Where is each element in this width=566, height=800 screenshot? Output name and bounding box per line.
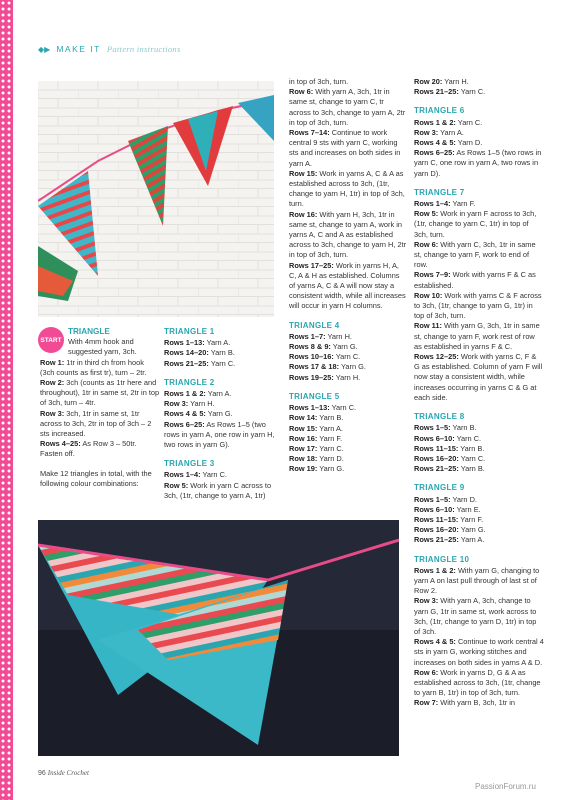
triangle-heading: TRIANGLE 6 xyxy=(414,106,465,116)
instruction-row xyxy=(289,352,407,362)
row-text: Yarn B. xyxy=(208,348,235,358)
instruction-row xyxy=(414,444,544,454)
row-text: Yarn A. xyxy=(317,423,343,433)
instruction-row xyxy=(164,359,282,369)
row-text: Yarn C. xyxy=(317,443,344,453)
row-label: Row 18: xyxy=(289,454,318,464)
row-label: Row 3: xyxy=(40,408,65,418)
row-label: Rows 16–20: xyxy=(414,525,459,535)
instruction-row xyxy=(414,240,544,271)
row-label: Rows 21–25: xyxy=(164,358,209,368)
instruction-row xyxy=(164,338,282,348)
row-text: Yarn G. xyxy=(339,362,366,372)
column-3 xyxy=(289,77,407,475)
triangle-heading: TRIANGLE 2 xyxy=(164,377,215,387)
row-text: Continue to work central 9 sts with yarn C, working sts and increases on both sides in yarn A. xyxy=(289,128,401,168)
triangle-heading: TRIANGLE 5 xyxy=(289,391,340,401)
row-label: Rows 12–25: xyxy=(414,352,459,362)
row-text: Yarn D. xyxy=(455,138,483,148)
watermark: PassionForum.ru xyxy=(475,782,536,791)
row-label: Rows 1–13: xyxy=(164,338,205,348)
row-text: Yarn D. xyxy=(317,454,344,464)
row-label: Row 3: xyxy=(414,596,439,606)
row-label: Rows 11–15: xyxy=(414,443,459,453)
instruction-row xyxy=(40,409,160,440)
intro-rows xyxy=(40,358,160,460)
instruction-row xyxy=(164,348,282,358)
row-text: Continue to work central 4 sts in yarn G, working stitches and increases on both sides in yarns A & D. xyxy=(414,637,544,667)
instruction-row xyxy=(289,424,407,434)
section-subtitle: Pattern instructions xyxy=(106,44,181,54)
row-label: Row 17: xyxy=(289,443,318,453)
row-text: Yarn G. xyxy=(205,409,233,419)
decorative-page-edge xyxy=(0,0,13,800)
row-text: Yarn C. xyxy=(458,453,486,463)
triangle-heading: TRIANGLE 8 xyxy=(414,412,465,422)
row-label: Row 6: xyxy=(289,87,314,97)
row-label: Rows 7–9: xyxy=(414,270,451,280)
instruction-row xyxy=(289,342,407,352)
row-text: Yarn G. xyxy=(330,342,358,352)
column-2 xyxy=(164,327,282,501)
row-text: Yarn H. xyxy=(325,331,352,341)
row-text: Yarn G. xyxy=(458,525,486,535)
instruction-row xyxy=(414,199,544,209)
instruction-row xyxy=(414,270,544,290)
section-label: MAKE IT xyxy=(56,44,101,54)
row-text: in top of 3ch, turn. xyxy=(289,77,349,86)
instruction-row xyxy=(414,77,544,87)
row-text: Yarn B. xyxy=(450,423,477,433)
row-text: 3ch, 1tr in same st, 1tr across to 3ch, 2tr in top of 3ch – 2 sts increased. xyxy=(40,408,152,439)
row-text: As Row 3 – 50tr. Fasten off. xyxy=(40,439,137,459)
row-text: Yarn C. xyxy=(458,87,486,97)
row-label: Rows 21–25: xyxy=(414,535,459,545)
row-text: Work in yarns A, C & A as established across to 3ch, (1tr, change to yarn H, 1tr) in top of 3ch, turn. xyxy=(289,168,405,209)
row-text: Yarn C. xyxy=(454,433,482,443)
row-text: With yarn H, 3ch, 1tr in same st, change to yarn A, work in yarns A, C and A as established across to 3ch, change to yarn H, 2tr in top of 3ch, turn. xyxy=(289,209,407,260)
instruction-row xyxy=(414,321,544,352)
row-text: Yarn B. xyxy=(458,443,485,453)
row-label: Row 3: xyxy=(414,127,439,137)
row-text: Yarn H. xyxy=(188,399,215,409)
row-label: Rows 10–16: xyxy=(289,352,334,362)
row-text: With yarn A, 3ch, change to yarn G, 1tr in same st, work across to 3ch, (1tr, change to yarn D, 1tr) in top of 3ch. xyxy=(414,596,537,636)
row-text: With yarn B, 3ch, 1tr in xyxy=(438,698,516,708)
triangle-heading: TRIANGLE 4 xyxy=(289,320,340,330)
instruction-row xyxy=(414,454,544,464)
instruction-row xyxy=(414,505,544,515)
instruction-row xyxy=(414,525,544,535)
row-label: Rows 19–25: xyxy=(289,372,334,382)
row-label: Rows 4 & 5: xyxy=(164,409,206,419)
row-label: Row 19: xyxy=(289,464,318,474)
row-label: Rows 16–20: xyxy=(414,453,459,463)
intro-lead: With 4mm hook and suggested yarn, 3ch. xyxy=(68,337,137,357)
row-text: Work with yarns C, F & G as established. Column of yarn F will now stay a consistent width, while increases occurring in yarns C & G at each side. xyxy=(414,352,543,402)
row-label: Rows 21–25: xyxy=(414,87,459,97)
row-label: Rows 6–25: xyxy=(414,148,455,158)
instruction-row xyxy=(164,409,282,419)
row-label: Rows 4 & 5: xyxy=(414,637,456,647)
page-footer xyxy=(38,769,89,777)
instruction-row xyxy=(289,169,407,210)
row-text: Work in yarn F across to 3ch, (1tr, change to yarn C, 1tr) in top of 3ch, turn. xyxy=(414,209,537,239)
instruction-row xyxy=(414,138,544,148)
instruction-row xyxy=(414,434,544,444)
triangle-heading: TRIANGLE 1 xyxy=(164,327,215,336)
row-text: As Rows 1–5 (two rows in yarn A, one row in yarn H, two rows in yarn G). xyxy=(164,419,275,450)
row-text: Yarn B. xyxy=(317,413,344,423)
instruction-row xyxy=(414,668,544,699)
row-text: Yarn C. xyxy=(329,403,357,413)
column-4 xyxy=(414,77,544,709)
row-label: Rows 1–13: xyxy=(289,403,330,413)
instruction-row xyxy=(289,261,407,312)
row-label: Rows 11–15: xyxy=(414,514,459,524)
row-label: Rows 4 & 5: xyxy=(414,138,456,148)
row-text: Work in yarns H, A, C, A & H as established. Columns of yarns A, C & A will now stay a consistent width, while all increases will occur in yarn H columns. xyxy=(289,260,406,311)
row-text: 3ch (counts as 1tr here and throughout), 1tr in same st, 2tr in top of 3ch, turn – 4tr. xyxy=(40,378,160,408)
row-text: As Rows 1–5 (two rows in yarn C, one row in yarn A, two rows in yarn D). xyxy=(414,148,542,178)
instruction-row xyxy=(289,413,407,423)
row-label: Rows 1 & 2: xyxy=(414,117,456,127)
row-text: Yarn F. xyxy=(450,199,476,209)
intro-title: TRIANGLE xyxy=(68,327,110,336)
instruction-row xyxy=(40,439,160,459)
row-text: Work with yarns F & C as established. xyxy=(414,270,536,290)
instruction-row xyxy=(414,352,544,403)
instruction-row xyxy=(289,128,407,169)
instruction-row xyxy=(414,535,544,545)
instruction-row xyxy=(414,87,544,97)
row-text: Work in yarn C across to 3ch, (1tr, change to yarn A, 1tr) xyxy=(164,480,272,500)
instruction-row xyxy=(289,373,407,383)
row-label: Rows 6–25: xyxy=(164,419,205,429)
row-label: Row 3: xyxy=(164,399,189,409)
row-text: 1tr in third ch from hook (3ch counts as first tr), turn – 2tr. xyxy=(40,357,147,377)
instruction-row xyxy=(289,454,407,464)
start-badge: START xyxy=(38,327,64,353)
row-text: Yarn F. xyxy=(458,514,484,524)
row-text: With yarn G, changing to yarn A on last pull through of last st of Row 2. xyxy=(414,565,540,596)
row-label: Row 16: xyxy=(289,209,318,219)
instruction-row xyxy=(414,118,544,128)
double-arrow-icon: ◆▶ xyxy=(38,44,51,54)
row-text: Yarn H. xyxy=(442,77,469,86)
row-label: Rows 21–25: xyxy=(414,464,459,474)
row-text: With yarn A, 3ch, 1tr in same st, change to yarn C, tr across to 3ch, change to yarn A, 2tr in top of 3ch, turn. xyxy=(289,87,406,127)
row-label: Rows 1–5: xyxy=(414,494,451,504)
instruction-row xyxy=(414,698,544,708)
row-label: Row 5: xyxy=(414,209,439,219)
row-text: Yarn C. xyxy=(333,352,361,362)
row-label: Rows 6–10: xyxy=(414,433,455,443)
instruction-row xyxy=(289,403,407,413)
instruction-row xyxy=(289,362,407,372)
instruction-row xyxy=(164,399,282,409)
row-label: Rows 1 & 2: xyxy=(414,565,456,575)
row-text: Yarn G. xyxy=(317,464,345,474)
instruction-row xyxy=(414,464,544,474)
row-text: Yarn A. xyxy=(205,389,232,399)
row-text: Yarn E. xyxy=(454,504,481,514)
page-number: 96 xyxy=(38,770,46,777)
row-text: With yarn C, 3ch, 1tr in same st, change to yarn F, work to end of row. xyxy=(414,239,536,270)
row-text: Yarn A. xyxy=(458,535,485,545)
row-text: Yarn A. xyxy=(438,127,464,137)
row-label: Rows 7–14: xyxy=(289,128,330,138)
bunting-wall-illustration xyxy=(38,81,274,317)
instruction-row xyxy=(414,423,544,433)
row-label: Row 1: xyxy=(40,357,65,367)
row-text: Work with yarns C & F across to 3ch, (1tr, change to yarn G, 1tr) in top of 3ch, turn. xyxy=(414,290,542,321)
row-text: Yarn A. xyxy=(204,338,231,348)
row-label: Rows 17 & 18: xyxy=(289,362,340,372)
row-text: Yarn C. xyxy=(455,117,483,127)
instruction-row xyxy=(164,420,282,451)
row-label: Row 7: xyxy=(414,698,439,708)
row-label: Row 10: xyxy=(414,290,443,300)
row-label: Rows 4–25: xyxy=(40,439,81,449)
row-text: With yarn G, 3ch, 1tr in same st, change to yarn F, work rest of row as established in yarns F & C. xyxy=(414,321,540,351)
instruction-row xyxy=(289,434,407,444)
instruction-row xyxy=(289,87,407,128)
row-label: Row 6: xyxy=(414,239,439,249)
row-label: Rows 1–4: xyxy=(164,470,201,480)
row-label: Row 5: xyxy=(164,480,189,490)
intro-column xyxy=(40,327,160,489)
row-text: Yarn B. xyxy=(458,464,485,474)
row-text: Yarn H. xyxy=(333,372,361,382)
row-label: Row 16: xyxy=(289,433,318,443)
row-label: Rows 17–25: xyxy=(289,260,334,270)
instruction-row xyxy=(289,444,407,454)
instruction-row xyxy=(289,332,407,342)
row-label: Rows 6–10: xyxy=(414,504,455,514)
row-label: Rows 1–5: xyxy=(414,423,451,433)
instruction-row xyxy=(414,209,544,240)
row-text: Work in yarns D, G & A as established across to 3ch, (1tr, change to yarn B, 1tr) in top of 3ch, turn. xyxy=(414,667,541,698)
row-label: Row 6: xyxy=(414,667,439,677)
row-label: Rows 8 & 9: xyxy=(289,342,331,352)
instruction-row xyxy=(164,470,282,480)
row-label: Rows 1 & 2: xyxy=(164,389,206,399)
instruction-row xyxy=(414,596,544,637)
instruction-row xyxy=(164,481,282,501)
triangle-heading: TRIANGLE 9 xyxy=(414,483,465,493)
instruction-row xyxy=(40,378,160,409)
row-text: Yarn F. xyxy=(317,433,343,443)
triangle-heading: TRIANGLE 3 xyxy=(164,459,215,469)
bunting-photo-top xyxy=(38,81,274,317)
instruction-row xyxy=(414,515,544,525)
instruction-row xyxy=(289,77,407,87)
triangle-heading: TRIANGLE 7 xyxy=(414,187,465,197)
row-label: Row 20: xyxy=(414,77,443,86)
row-label: Row 11: xyxy=(414,321,442,331)
row-label: Rows 14–20: xyxy=(164,348,209,358)
magazine-name: Inside Crochet xyxy=(47,769,89,777)
row-label: Rows 1–7: xyxy=(289,331,326,341)
instruction-row xyxy=(414,291,544,322)
instruction-row xyxy=(40,358,160,378)
instruction-row xyxy=(414,128,544,138)
instruction-row xyxy=(164,389,282,399)
instruction-row xyxy=(414,495,544,505)
instruction-row xyxy=(414,637,544,668)
row-label: Rows 1–4: xyxy=(414,199,451,209)
bunting-closeup-illustration xyxy=(38,520,399,756)
row-label: Row 2: xyxy=(40,378,65,388)
triangle-heading: TRIANGLE 10 xyxy=(414,554,470,564)
row-text: Yarn D. xyxy=(450,494,477,504)
row-label: Row 14: xyxy=(289,413,318,423)
instruction-row xyxy=(289,464,407,474)
row-label: Row 15: xyxy=(289,168,318,178)
intro-note: Make 12 triangles in total, with the following colour combinations: xyxy=(40,468,152,488)
bunting-photo-bottom xyxy=(38,520,399,756)
section-header xyxy=(38,44,181,54)
row-text: Yarn C. xyxy=(200,470,227,480)
instruction-row xyxy=(414,566,544,597)
row-label: Row 15: xyxy=(289,423,318,433)
instruction-row xyxy=(414,148,544,179)
row-text: Yarn C. xyxy=(208,358,236,368)
instruction-row xyxy=(289,210,407,261)
